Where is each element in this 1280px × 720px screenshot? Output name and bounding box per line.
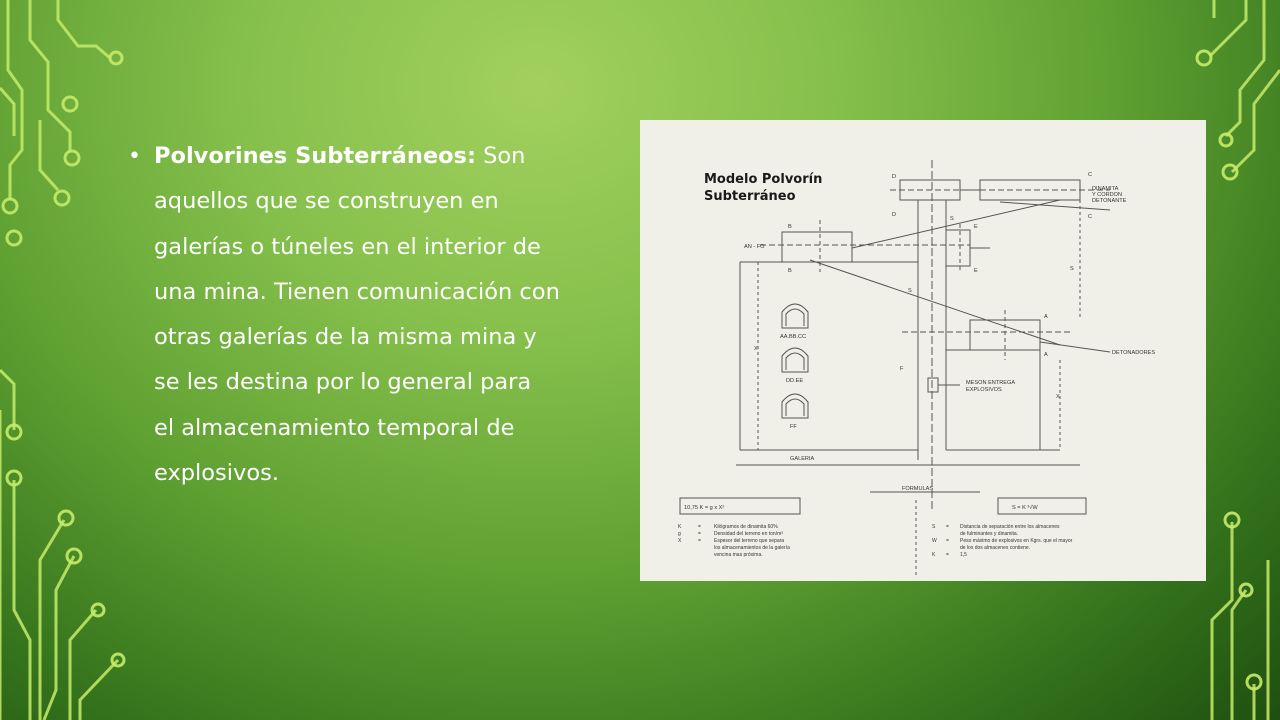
legend-left-text-3: los almacenamientos de la galería [714,545,790,551]
legend-right-sym-4: K [932,552,936,558]
legend-left-eq-1: = [698,531,701,537]
legend-right [932,524,1073,558]
legend-right-text-1: de fulminantes y dinamita. [960,531,1019,537]
label-f: F [900,366,904,372]
legend-left-text-2: Espesor del terreno que separa [714,538,785,544]
legend-left-text-1: Densidad del terreno en ton/m³ [714,531,783,537]
legend-right-text-2: Peso máximo de explosivos en Kgrs. que el mayor [960,538,1073,544]
bullet-line-1 [154,134,598,179]
label-b-top: B [788,224,792,230]
formula-right: S = K ³√W [1012,505,1038,511]
label-ff: FF [790,424,797,430]
label-aabbcc: AA.BB.CC [780,334,807,340]
legend-left-sym-2: X [678,538,682,544]
bullet-line-2: aquellos que se construyen en [154,188,499,215]
legend-right-text-3: de los dos almacenes contiene. [960,545,1031,551]
label-c-bottom: C [1088,214,1093,220]
label-a-top: A [1044,314,1048,320]
legend-right-eq-0: = [946,524,949,530]
label-s-right: S [1070,266,1074,272]
label-a-bottom: A [1044,352,1048,358]
label-d-bottom: D [892,212,897,218]
label-detonadores: DETONADORES [1112,350,1156,356]
label-c-top: C [1088,172,1093,178]
legend-right-eq-2: = [946,538,949,544]
label-e-top: E [974,224,978,230]
diagram-structure [680,160,1110,575]
bullet-line-text-1: Son [483,143,526,169]
legend-left-text-4: vencina mas próxima. [714,552,763,558]
label-dinamita: DINAMITA [1092,186,1119,192]
polvorin-diagram-figure [640,120,1206,581]
bullet-line-4: una mina. Tienen comunicación con [154,278,560,305]
bullet-heading: Polvorines Subterráneos: [154,143,476,169]
bullet-line-5: otras galerías de la misma mina y [154,324,537,351]
label-anfo: AN - FO [744,244,765,250]
label-cordon: Y CORDON [1092,192,1123,198]
bullet-line-7: el almacenamiento temporal de [154,414,515,441]
label-formulas: FORMULAS [902,486,934,492]
bullet-paragraph [128,134,598,496]
formula-left: 10,75 K = g x X² [684,505,725,511]
legend-left-sym-0: K [678,524,682,530]
bullet-marker: • [128,144,141,169]
bullet-line-3: galerías o túneles en el interior de [154,233,541,260]
bullet-line-8: explosivos. [154,460,279,487]
diagram-title-line1: Modelo Polvorín [704,172,823,187]
label-meson-1: MESON ENTREGA [966,380,1016,386]
label-s-diag: S [908,288,912,294]
polvorin-diagram [640,120,1206,581]
diagram-title-line2: Subterráneo [704,189,796,204]
label-e-bottom: E [974,268,978,274]
legend-left-eq-2: = [698,538,701,544]
legend-left-eq-0: = [698,524,701,530]
label-galeria: GALERIA [790,456,815,462]
legend-right-eq-4: = [946,552,949,558]
label-ddee: DD.EE [786,378,804,384]
label-s-top: S [950,216,954,222]
label-meson-2: EXPLOSIVOS [966,387,1002,393]
label-x-left: X [754,346,758,352]
legend-right-text-0: Distancia de separación entre los almacenes [960,524,1060,530]
label-detonante: DETONANTE [1092,198,1127,204]
legend-left-text-0: Kilógramos de dinamita 60% [714,524,778,530]
diagram-labels [684,172,1155,511]
legend-left [678,524,790,558]
label-x-right: X [1056,394,1060,400]
label-b-bottom: B [788,268,792,274]
legend-right-sym-0: S [932,524,936,530]
legend-left-sym-1: g [678,531,681,537]
bullet-line-6: se les destina por lo general para [154,369,532,396]
legend-right-text-4: 1,5 [960,552,967,558]
legend-right-sym-2: W [932,538,937,544]
label-d-top: D [892,174,897,180]
